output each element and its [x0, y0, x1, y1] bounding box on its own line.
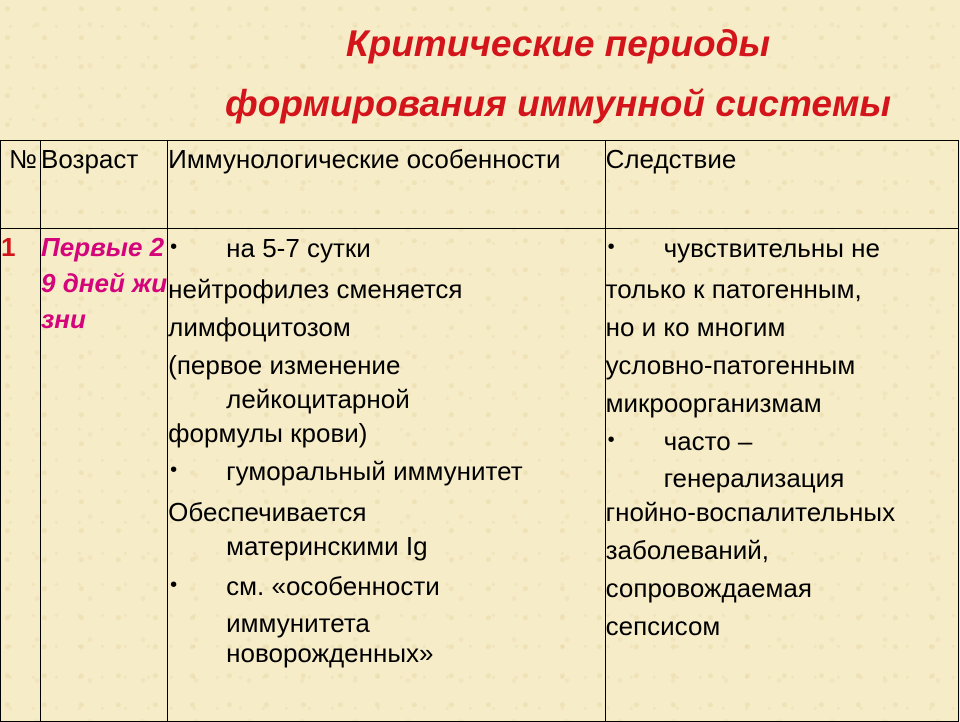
- slide-title-line-2: формирования иммунной системы: [225, 83, 891, 124]
- header-consequence-label: Следствие: [605, 144, 737, 174]
- bullet-icon: •: [170, 459, 178, 481]
- header-features: [168, 141, 605, 229]
- row-age: [41, 229, 168, 722]
- consequence-text: только к патогенным,: [605, 274, 862, 304]
- feature-text: лимфоцитозом: [168, 312, 351, 342]
- bullet-icon: •: [607, 429, 615, 451]
- consequence-text: условно-патогенным: [605, 350, 856, 380]
- list-item: • часто –: [607, 426, 753, 456]
- list-item: • на 5-7 сутки: [170, 233, 371, 263]
- feature-text: лейкоцитарной: [226, 384, 410, 414]
- header-age-label: Возраст: [41, 144, 139, 174]
- table-header-row: [1, 141, 959, 229]
- feature-text: иммунитета: [226, 608, 370, 638]
- consequence-text: сепсисом: [605, 611, 721, 641]
- feature-text: материнскими Ig: [226, 531, 428, 561]
- consequence-text: сопровождаемая: [605, 573, 812, 603]
- header-consequence: [605, 141, 958, 229]
- list-item: • гуморальный иммунитет: [170, 456, 523, 486]
- bullet-icon: •: [170, 574, 178, 596]
- slide-title-line-1: Критические периоды: [345, 23, 771, 64]
- critical-periods-table: [0, 140, 959, 722]
- consequence-text: генерализация: [663, 463, 845, 493]
- consequence-text: но и ко многим: [605, 312, 786, 342]
- feature-text: новорожденных»: [226, 638, 434, 668]
- header-age: [41, 141, 168, 229]
- feature-text: Обеспечивается: [168, 497, 367, 527]
- header-features-label: Иммунологические особенности: [168, 144, 561, 174]
- row-features: [168, 229, 605, 722]
- list-item: • см. «особенности: [170, 571, 440, 601]
- table-row: [1, 229, 959, 722]
- bullet-icon: •: [607, 236, 615, 258]
- consequence-text: заболеваний,: [605, 535, 770, 565]
- list-item: • чувствительны не: [607, 233, 880, 263]
- row-age-value: Первые 29 дней жизни: [41, 232, 168, 334]
- header-number: [1, 141, 41, 229]
- feature-text: (первое изменение: [168, 350, 401, 380]
- header-number-label: №: [9, 144, 37, 174]
- feature-text: формулы крови): [168, 418, 368, 448]
- consequence-text: гнойно-воспалительных: [605, 497, 896, 527]
- row-number-value: 1: [1, 232, 16, 262]
- row-consequence: [605, 229, 958, 722]
- bullet-icon: •: [170, 236, 178, 258]
- row-number: [1, 229, 41, 722]
- consequence-text: микроорганизмам: [605, 388, 822, 418]
- feature-text: нейтрофилез сменяется: [168, 274, 463, 304]
